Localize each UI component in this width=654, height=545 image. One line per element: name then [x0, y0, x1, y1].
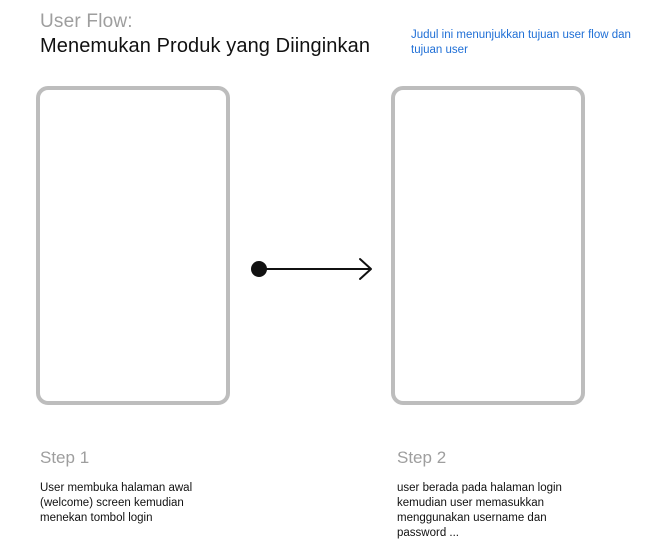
step-2-screen-frame	[391, 86, 585, 405]
user-flow-eyebrow: User Flow:	[40, 11, 133, 32]
step-1-label: Step 1	[40, 448, 90, 467]
step-1-description: User membuka halaman awal (welcome) screen kemudian menekan tombol login	[40, 482, 193, 524]
flow-connector-arrow	[248, 256, 378, 282]
title-annotation-note: Judul ini menunjukkan tujuan user flow dan tujuan user	[411, 29, 631, 56]
user-flow-title: Menemukan Produk yang Diinginkan	[40, 35, 371, 57]
step-2-description: user berada pada halaman login kemudian user memasukkan menggunakan username dan password ...	[397, 482, 562, 539]
step-2-label: Step 2	[397, 448, 447, 467]
step-1-screen-frame	[36, 86, 230, 405]
